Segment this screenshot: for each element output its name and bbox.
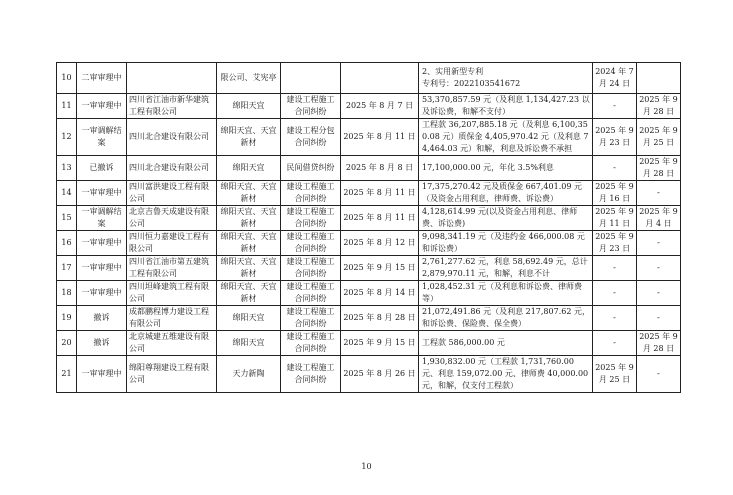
table-row bbox=[57, 231, 681, 256]
claim-amount-cell: 2、实用新型专利 专利号：2022103541672 bbox=[419, 63, 593, 94]
defendant-cell: 绵阳天宜、天宜新材 bbox=[217, 181, 281, 206]
judgment-date-cell: 2025 年 9 月 11 日 bbox=[593, 206, 637, 231]
judgment-date-cell: - bbox=[593, 256, 637, 281]
filing-date-cell: 2025 年 8 月 11 日 bbox=[341, 181, 419, 206]
case-status-cell: 撤诉 bbox=[77, 331, 127, 356]
filing-date-cell: 2025 年 8 月 28 日 bbox=[341, 306, 419, 331]
case-status-cell: 一审审理中 bbox=[77, 256, 127, 281]
row-number-cell: 17 bbox=[57, 256, 77, 281]
filing-date-cell: 2025 年 8 月 11 日 bbox=[341, 119, 419, 156]
table-row bbox=[57, 256, 681, 281]
case-status-cell: 二审审理中 bbox=[77, 63, 127, 94]
case-cause-cell: 建设工程施工合同纠纷 bbox=[281, 331, 341, 356]
defendant-cell: 绵阳天宜 bbox=[217, 306, 281, 331]
plaintiff-cell: 北京吉鲁天成建设有限公司 bbox=[127, 206, 217, 231]
row-number-cell: 12 bbox=[57, 119, 77, 156]
table-row bbox=[57, 156, 681, 181]
plaintiff-cell: 北京城建五维建设有限公司 bbox=[127, 331, 217, 356]
claim-amount-cell: 53,370,857.59 元（及利息 1,134,427.23 以及诉讼费，和解不支付） bbox=[419, 94, 593, 119]
plaintiff-cell: 四川北合建设有限公司 bbox=[127, 156, 217, 181]
closing-date-cell: 2025 年 9 月 28 日 bbox=[637, 94, 681, 119]
judgment-date-cell: 2024 年 7 月 24 日 bbox=[593, 63, 637, 94]
row-number-cell: 11 bbox=[57, 94, 77, 119]
filing-date-cell: 2025 年 8 月 26 日 bbox=[341, 356, 419, 393]
row-number-cell: 18 bbox=[57, 281, 77, 306]
closing-date-cell: 2025 年 9 月 28 日 bbox=[637, 156, 681, 181]
defendant-cell: 限公司、艾宪亭 bbox=[217, 63, 281, 94]
case-cause-cell: 建设工程施工合同纠纷 bbox=[281, 231, 341, 256]
filing-date-cell: 2025 年 9 月 15 日 bbox=[341, 331, 419, 356]
filing-date-cell bbox=[341, 63, 419, 94]
table-row bbox=[57, 181, 681, 206]
claim-amount-cell: 2,761,277.62 元，利息 58,692.49 元，总计 2,879,970.11 元，和解，利息不计 bbox=[419, 256, 593, 281]
case-status-cell: 一审审理中 bbox=[77, 231, 127, 256]
plaintiff-cell: 四川坦峰建筑工程有限公司 bbox=[127, 281, 217, 306]
plaintiff-cell: 四川省江油市新华建筑工程有限公司 bbox=[127, 94, 217, 119]
case-status-cell: 一审审理中 bbox=[77, 181, 127, 206]
case-status-cell: 撤诉 bbox=[77, 306, 127, 331]
judgment-date-cell: - bbox=[593, 94, 637, 119]
filing-date-cell: 2025 年 8 月 11 日 bbox=[341, 206, 419, 231]
case-cause-cell: 建设工程施工合同纠纷 bbox=[281, 306, 341, 331]
case-cause-cell: 建设工程施工合同纠纷 bbox=[281, 356, 341, 393]
claim-amount-cell: 1,930,832.00 元（工程款 1,731,760.00 元、利息 159,072.00 元、律师费 40,000.00 元，和解，仅支付工程款） bbox=[419, 356, 593, 393]
case-status-cell: 一审审理中 bbox=[77, 356, 127, 393]
defendant-cell: 绵阳天宜、天宜新材 bbox=[217, 281, 281, 306]
closing-date-cell: - bbox=[637, 256, 681, 281]
judgment-date-cell: - bbox=[593, 156, 637, 181]
table-row bbox=[57, 306, 681, 331]
case-status-cell: 已撤诉 bbox=[77, 156, 127, 181]
case-status-cell: 一审调解结案 bbox=[77, 119, 127, 156]
judgment-date-cell: 2025 年 9 月 23 日 bbox=[593, 119, 637, 156]
case-cause-cell: 民间借贷纠纷 bbox=[281, 156, 341, 181]
plaintiff-cell: 绵阳尊翔建设工程有限公司 bbox=[127, 356, 217, 393]
filing-date-cell: 2025 年 8 月 12 日 bbox=[341, 231, 419, 256]
closing-date-cell: 2025 年 9 月 4 日 bbox=[637, 206, 681, 231]
claim-amount-cell: 17,100,000.00 元，年化 3.5%利息 bbox=[419, 156, 593, 181]
claim-amount-cell: 9,098,341.19 元（及违约金 466,000.08 元和诉讼费） bbox=[419, 231, 593, 256]
defendant-cell: 绵阳天宜、天宜新材 bbox=[217, 256, 281, 281]
row-number-cell: 19 bbox=[57, 306, 77, 331]
case-status-cell: 一审审理中 bbox=[77, 281, 127, 306]
plaintiff-cell: 四川北合建设有限公司 bbox=[127, 119, 217, 156]
plaintiff-cell: 成都鹏程博力建设工程有限公司 bbox=[127, 306, 217, 331]
case-cause-cell: 建设工程施工合同纠纷 bbox=[281, 94, 341, 119]
judgment-date-cell: - bbox=[593, 331, 637, 356]
row-number-cell: 14 bbox=[57, 181, 77, 206]
judgment-date-cell: - bbox=[593, 306, 637, 331]
closing-date-cell: 2025 年 9 月 25 日 bbox=[637, 119, 681, 156]
case-cause-cell: 建设工程分包合同纠纷 bbox=[281, 119, 341, 156]
claim-amount-cell: 17,375,270.42 元及质保金 667,401.09 元（及资金占用利息，律师费、诉讼费） bbox=[419, 181, 593, 206]
defendant-cell: 绵阳天宜 bbox=[217, 94, 281, 119]
defendant-cell: 绵阳天宜、天宜新材 bbox=[217, 206, 281, 231]
judgment-date-cell: 2025 年 9 月 23 日 bbox=[593, 231, 637, 256]
defendant-cell: 绵阳天宜 bbox=[217, 156, 281, 181]
table-row bbox=[57, 206, 681, 231]
row-number-cell: 13 bbox=[57, 156, 77, 181]
row-number-cell: 20 bbox=[57, 331, 77, 356]
claim-amount-cell: 工程款 586,000.00 元 bbox=[419, 331, 593, 356]
filing-date-cell: 2025 年 8 月 8 日 bbox=[341, 156, 419, 181]
filing-date-cell: 2025 年 8 月 7 日 bbox=[341, 94, 419, 119]
defendant-cell: 绵阳天宜 bbox=[217, 331, 281, 356]
case-cause-cell: 建设工程施工合同纠纷 bbox=[281, 256, 341, 281]
plaintiff-cell: 四川省江油市第五建筑工程有限公司 bbox=[127, 256, 217, 281]
closing-date-cell: - bbox=[637, 231, 681, 256]
table-row bbox=[57, 356, 681, 393]
case-cause-cell: 建设工程施工合同纠纷 bbox=[281, 206, 341, 231]
closing-date-cell: 2025 年 9 月 28 日 bbox=[637, 331, 681, 356]
case-status-cell: 一审调解结案 bbox=[77, 206, 127, 231]
plaintiff-cell: 四川富洪建设工程有限公司 bbox=[127, 181, 217, 206]
claim-amount-cell: 21,072,491.86 元（及利息 217,807.62 元，和诉讼费、保险费、保全费） bbox=[419, 306, 593, 331]
closing-date-cell: - bbox=[637, 356, 681, 393]
claim-amount-cell: 1,028,452.31 元（及利息和诉讼费、律师费等） bbox=[419, 281, 593, 306]
case-cause-cell: 建设工程施工合同纠纷 bbox=[281, 181, 341, 206]
closing-date-cell: - bbox=[637, 181, 681, 206]
defendant-cell: 绵阳天宜、天宜新材 bbox=[217, 231, 281, 256]
defendant-cell: 绵阳天宜、天宜新材 bbox=[217, 119, 281, 156]
table-row bbox=[57, 331, 681, 356]
table-row bbox=[57, 94, 681, 119]
table-row bbox=[57, 63, 681, 94]
case-cause-cell: 建设工程施工合同纠纷 bbox=[281, 281, 341, 306]
plaintiff-cell bbox=[127, 63, 217, 94]
filing-date-cell: 2025 年 8 月 14 日 bbox=[341, 281, 419, 306]
claim-amount-cell: 工程款 36,207,885.18 元（及利息 6,100,350.08 元）质保金 4,405,970.42 元（及利息 74,464.03 元）和解，利息及诉讼费不承担 bbox=[419, 119, 593, 156]
table-row bbox=[57, 119, 681, 156]
defendant-cell: 天力新陶 bbox=[217, 356, 281, 393]
closing-date-cell bbox=[637, 63, 681, 94]
row-number-cell: 21 bbox=[57, 356, 77, 393]
case-cause-cell bbox=[281, 63, 341, 94]
row-number-cell: 16 bbox=[57, 231, 77, 256]
claim-amount-cell: 4,128,614.99 元(以及资金占用利息、律师费、诉讼费) bbox=[419, 206, 593, 231]
judgment-date-cell: - bbox=[593, 281, 637, 306]
plaintiff-cell: 四川恒力嘉建设工程有限公司 bbox=[127, 231, 217, 256]
judgment-date-cell: 2025 年 9 月 25 日 bbox=[593, 356, 637, 393]
row-number-cell: 10 bbox=[57, 63, 77, 94]
case-status-cell: 一审审理中 bbox=[77, 94, 127, 119]
litigation-table bbox=[56, 62, 681, 393]
table-row bbox=[57, 281, 681, 306]
row-number-cell: 15 bbox=[57, 206, 77, 231]
filing-date-cell: 2025 年 9 月 15 日 bbox=[341, 256, 419, 281]
page-number: 10 bbox=[361, 462, 372, 471]
closing-date-cell: - bbox=[637, 281, 681, 306]
closing-date-cell: - bbox=[637, 306, 681, 331]
judgment-date-cell: 2025 年 9 月 16 日 bbox=[593, 181, 637, 206]
